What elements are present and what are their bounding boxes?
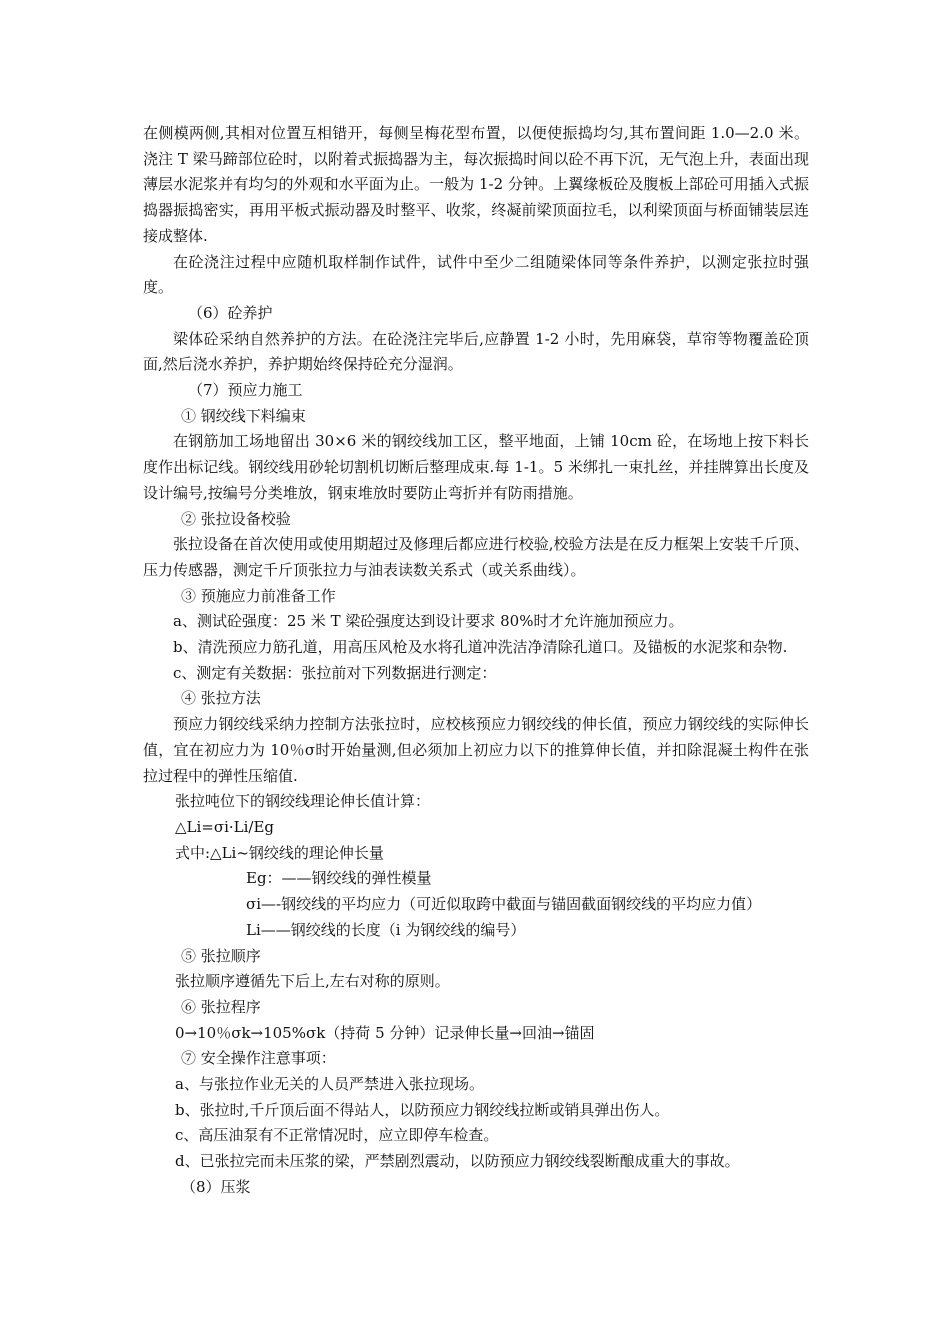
heading-grouting: （8）压浆 <box>181 1177 251 1196</box>
paragraph-tension-order: 张拉顺序遵循先下后上,左右对称的原则。 <box>175 972 450 991</box>
definition-li: Li——钢绞线的长度（i 为钢绞线的编号） <box>246 920 526 939</box>
paragraph-prep-a: a、测试砼强度：25 米 T 梁砼强度达到设计要求 80%时才允许施加预应力。 <box>173 612 684 631</box>
paragraph-safety-b: b、张拉时,千斤顶后面不得站人，以防预应力钢绞线拉断或销具弹出伤人。 <box>175 1100 670 1119</box>
paragraph-equipment-calibration: 张拉设备在首次使用或使用期超过及修理后都应进行校验,校验方法是在反力框架上安装千斤顶、压力传感器，测定千斤顶张拉力与油表读数关系式（或关系曲线）。 <box>143 535 809 579</box>
heading-prestress: （7）预应力施工 <box>188 381 303 400</box>
subheading-strand-cutting: ① 钢绞线下料编束 <box>181 406 306 425</box>
subheading-preparation: ③ 预施应力前准备工作 <box>181 586 336 605</box>
paragraph-tension-procedure: 0→10％σk→105%σk（持荷 5 分钟）记录伸长量→回油→锚固 <box>175 1023 595 1042</box>
subheading-tension-order: ⑤ 张拉顺序 <box>181 946 261 965</box>
paragraph-tension-method: 预应力钢绞线采纳力控制方法张拉时，应校核预应力钢绞线的伸长值，预应力钢绞线的实际伸长值，宜在初应力为 10％σ时开始量测,但必须加上初应力以下的推算伸长值，并扣除混凝土构件在张拉过程中的弹性压缩值. <box>143 715 809 785</box>
paragraph-vibration: 在侧模两侧,其相对位置互相错开，每侧呈梅花型布置，以便使振捣均匀,其布置间距 1.0—2.0 米。浇注 T 梁马蹄部位砼时，以附着式振捣器为主，每次振捣时间以砼不再下沉，无气泡上升，表面出现薄层水泥浆并有均匀的外观和水平面为止。一般为 1-2 分钟。上翼缘板砼及腹板上部砼可用插入式振捣器振捣密实，再用平板式振动器及时整平、收浆，终凝前梁顶面拉毛，以利梁顶面与桥面铺装层连接成整体. <box>143 124 809 245</box>
paragraph-safety-c: c、高压油泵有不正常情况时，应立即停车检查。 <box>175 1126 499 1145</box>
subheading-safety: ⑦ 安全操作注意事项： <box>181 1049 336 1068</box>
subheading-equipment-calibration: ② 张拉设备校验 <box>181 509 291 528</box>
paragraph-safety-d: d、已张拉完而未压浆的梁，严禁剧烈震动，以防预应力钢绞线裂断酿成重大的事故。 <box>175 1152 740 1171</box>
document-body <box>143 121 809 1201</box>
paragraph-specimen: 在砼浇注过程中应随机取样制作试件，试件中至少二组随梁体同等条件养护，以测定张拉时强度。 <box>143 252 809 297</box>
paragraph-elongation-intro: 张拉吨位下的钢绞线理论伸长值计算： <box>175 792 431 811</box>
subheading-tension-method: ④ 张拉方法 <box>181 689 261 708</box>
paragraph-strand-cutting: 在钢筋加工场地留出 30×6 米的钢绞线加工区，整平地面，上铺 10cm 砼，在场地上按下料长度作出标记线。钢绞线用砂轮切割机切断后整理成束.每 1-1。5 米绑扎一束扎丝，并挂牌算出长度及设计编号,按编号分类堆放，钢束堆放时要防止弯折并有防雨措施。 <box>143 432 809 502</box>
formula-where: 式中:△Li~钢绞线的理论伸长量 <box>175 843 384 862</box>
paragraph-prep-b: b、清洗预应力筋孔道，用高压风枪及水将孔道冲洗洁净清除孔道口。及锚板的水泥浆和杂物. <box>173 638 788 657</box>
paragraph-safety-a: a、与张拉作业无关的人员严禁进入张拉现场。 <box>175 1075 484 1094</box>
definition-eg: Eg：——钢绞线的弹性模量 <box>246 869 432 888</box>
formula-elongation: △Li=σi·Li/Eg <box>175 817 275 836</box>
paragraph-prep-c: c、测定有关数据：张拉前对下列数据进行测定： <box>173 663 497 682</box>
subheading-tension-procedure: ⑥ 张拉程序 <box>181 997 261 1016</box>
paragraph-curing: 梁体砼采纳自然养护的方法。在砼浇注完毕后,应静置 1-2 小时，先用麻袋，草帘等物覆盖砼顶面,然后浇水养护，养护期始终保持砼充分湿润。 <box>143 329 809 374</box>
heading-curing: （6）砼养护 <box>188 303 273 322</box>
definition-sigma: σi—-钢绞线的平均应力（可近似取跨中截面与锚固截面钢绞线的平均应力值） <box>246 895 762 914</box>
